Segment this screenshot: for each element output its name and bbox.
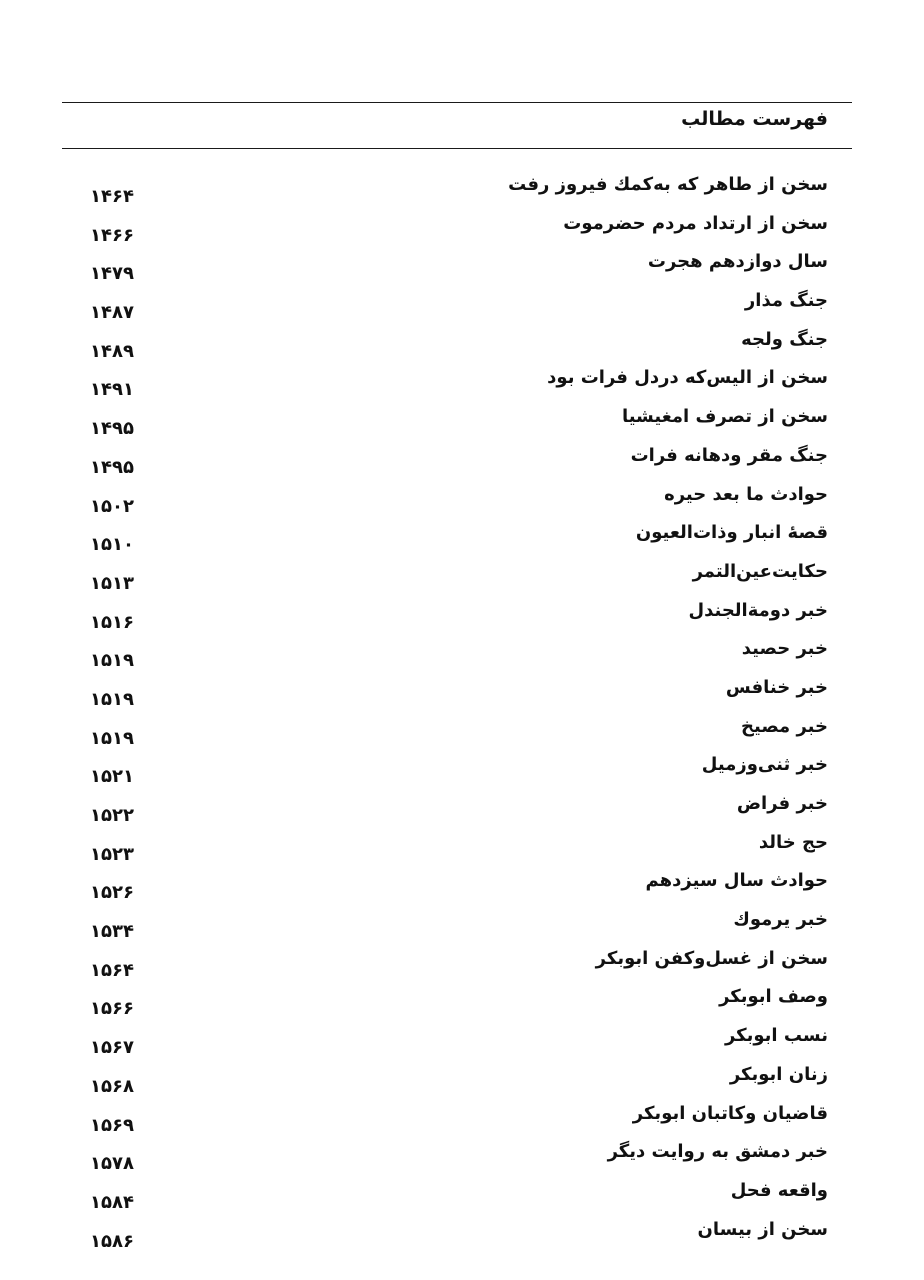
toc-entry (90, 247, 828, 286)
toc-entry-title: زنان ابوبکر (729, 1063, 828, 1085)
toc-entry-title: سخن از طاهر که به‌کمك فیروز رفت (508, 174, 828, 195)
toc-entry-title: حکایت‌عین‌التمر (692, 560, 828, 582)
toc-entry-title: سخن از تصرف امغیشیا (621, 406, 828, 428)
toc-entry-title: خبر یرموك (733, 909, 828, 931)
toc-entry (90, 480, 828, 519)
toc-entry (90, 1176, 828, 1215)
table-of-contents (90, 170, 828, 1253)
toc-entry-title: خبر مصیخ (741, 715, 828, 737)
toc-entry (90, 634, 828, 673)
toc-entry-page-number: ۱۴۸۹ (90, 340, 134, 362)
toc-entry-title: سال دوازدهم هجرت (647, 251, 828, 273)
toc-entry (90, 402, 828, 441)
toc-entry-page-number: ۱۵۶۷ (90, 1037, 134, 1059)
toc-entry-title: خبر ثنی‌وزمیل (701, 754, 828, 776)
toc-entry-title: خبر دمشق به روایت دیگر (607, 1141, 828, 1163)
toc-entry-title: سخن از بیسان (697, 1218, 828, 1240)
toc-entry-page-number: ۱۴۹۵ (90, 456, 134, 478)
toc-entry-title: حوادث ما بعد حیره (664, 483, 828, 505)
toc-entry (90, 286, 828, 325)
toc-entry-page-number: ۱۵۷۸ (90, 1153, 134, 1175)
toc-entry-page-number: ۱۵۱۹ (90, 688, 134, 710)
toc-entry (90, 866, 828, 905)
toc-entry (90, 363, 828, 402)
toc-entry-page-number: ۱۵۱۹ (90, 650, 134, 672)
toc-entry-title: جنگ مقر ودهانه فرات (630, 444, 828, 466)
toc-entry-page-number: ۱۵۲۳ (90, 843, 134, 865)
toc-entry (90, 712, 828, 751)
toc-entry-page-number: ۱۵۲۲ (90, 805, 134, 826)
toc-entry (90, 325, 828, 364)
toc-entry-title: قاضیان وکاتبان ابوبکر (632, 1102, 828, 1124)
toc-entry (90, 557, 828, 596)
toc-entry-title: سخن از الیس‌که دردل فرات بود (547, 367, 828, 389)
toc-entry-page-number: ۱۴۶۶ (90, 224, 134, 246)
toc-entry (90, 170, 828, 209)
toc-entry (90, 750, 828, 789)
page-title: فهرست مطالب (681, 108, 828, 130)
toc-entry-page-number: ۱۵۱۰ (90, 534, 134, 556)
toc-entry (90, 789, 828, 828)
toc-entry (90, 1215, 828, 1254)
toc-entry-title: سخن از ارتداد مردم حضرموت (563, 212, 828, 234)
toc-entry (90, 1099, 828, 1138)
toc-entry (90, 673, 828, 712)
toc-entry-page-number: ۱۵۸۶ (90, 1230, 134, 1252)
toc-entry-title: خبر دومة‌الجندل (688, 599, 828, 621)
toc-entry-page-number: ۱۵۶۹ (90, 1114, 134, 1136)
toc-entry (90, 441, 828, 480)
toc-entry-page-number: ۱۵۲۶ (90, 882, 134, 904)
toc-entry (90, 209, 828, 248)
toc-entry (90, 1137, 828, 1176)
toc-entry-title: واقعه فحل (730, 1179, 828, 1201)
toc-entry (90, 828, 828, 867)
toc-entry (90, 1060, 828, 1099)
toc-entry-title: جنگ ولجه (741, 328, 828, 350)
toc-entry-page-number: ۱۵۲۱ (90, 766, 134, 788)
toc-entry (90, 1021, 828, 1060)
toc-entry-page-number: ۱۵۶۶ (90, 998, 134, 1020)
header-top-rule (62, 102, 852, 103)
toc-entry-page-number: ۱۵۱۹ (90, 727, 134, 749)
toc-entry-title: جنگ مذار (744, 290, 828, 312)
toc-entry-title: خبر فراض (736, 793, 828, 814)
toc-entry-page-number: ۱۴۹۱ (90, 379, 134, 401)
toc-entry (90, 982, 828, 1021)
toc-entry-page-number: ۱۵۸۴ (90, 1191, 134, 1213)
toc-entry-page-number: ۱۴۸۷ (90, 302, 134, 324)
toc-entry-title: سخن از غسل‌وکفن ابوبکر (595, 947, 828, 969)
toc-entry (90, 518, 828, 557)
toc-entry-title: خبر خنافس (725, 676, 828, 698)
toc-entry (90, 905, 828, 944)
toc-entry-title: خبر حصید (741, 638, 828, 660)
toc-entry-title: وصف ابوبکر (719, 986, 828, 1008)
toc-entry (90, 596, 828, 635)
toc-entry-page-number: ۱۵۶۴ (90, 959, 134, 981)
toc-entry (90, 944, 828, 983)
toc-entry-page-number: ۱۴۷۹ (90, 263, 134, 285)
toc-entry-page-number: ۱۴۹۵ (90, 418, 134, 440)
toc-entry-title: حج خالد (758, 831, 828, 853)
toc-entry-page-number: ۱۵۱۶ (90, 611, 134, 633)
toc-entry-title: نسب ابوبکر (724, 1025, 828, 1047)
toc-entry-page-number: ۱۴۶۴ (90, 186, 134, 207)
toc-entry-page-number: ۱۵۳۴ (90, 921, 134, 943)
header-bottom-rule (62, 148, 852, 149)
toc-entry-title: حوادث سال سیزدهم (645, 870, 828, 892)
toc-entry-page-number: ۱۵۱۳ (90, 572, 134, 594)
toc-entry-page-number: ۱۵۶۸ (90, 1075, 134, 1097)
toc-entry-page-number: ۱۵۰۲ (90, 495, 134, 517)
toc-entry-title: قصهٔ انبار وذات‌العیون (635, 522, 828, 544)
